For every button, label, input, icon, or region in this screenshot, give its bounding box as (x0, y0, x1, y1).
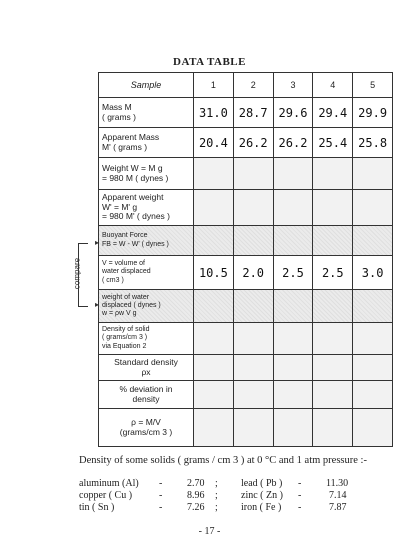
row-label: Standard density ρx (99, 355, 194, 381)
table-cell (353, 381, 393, 409)
table-cell: 25.8 (353, 128, 393, 158)
table-cell: 20.4 (194, 128, 234, 158)
compare-label: compare (72, 257, 82, 290)
table-cell (233, 381, 273, 409)
solid-density: 7.26 (187, 502, 205, 513)
table-cell (273, 381, 313, 409)
table-cell: 3.0 (353, 256, 393, 290)
page-number: - 17 - (198, 526, 221, 537)
row-label: Weight W = M g = 980 M ( dynes ) (99, 158, 194, 190)
table-cell (313, 158, 353, 190)
table-cell (313, 381, 353, 409)
density-heading: Density of some solids ( grams / cm 3 ) at 0 °C and 1 atm pressure :- (79, 455, 367, 466)
list-item (79, 490, 399, 502)
table-cell: 2.5 (313, 256, 353, 290)
table-cell (194, 190, 234, 226)
row-label: Density of solid ( grams/cm 3 ) via Equation 2 (99, 323, 194, 355)
table-cell: 28.7 (233, 98, 273, 128)
column-header: 5 (353, 73, 393, 98)
solid-density: 8.96 (187, 490, 205, 501)
row-label: Mass M ( grams ) (99, 98, 194, 128)
table-cell: 10.5 (194, 256, 234, 290)
table-cell (353, 409, 393, 447)
table-cell (194, 381, 234, 409)
table-header-row (99, 73, 393, 98)
compare-bracket (72, 238, 99, 309)
table-cell (273, 226, 313, 256)
column-header: 4 (313, 73, 353, 98)
table-cell: 31.0 (194, 98, 234, 128)
separator: ; (215, 490, 218, 501)
table-cell (273, 290, 313, 323)
table-cell (273, 158, 313, 190)
solid-name: zinc ( Zn ) (241, 490, 283, 501)
table-cell (194, 290, 234, 323)
density-list (79, 478, 399, 514)
table-row-density-solid (99, 323, 393, 355)
table-cell (233, 409, 273, 447)
table-row-apparent-weight (99, 190, 393, 226)
column-header: 2 (233, 73, 273, 98)
table-row-water-weight (99, 290, 393, 323)
row-label: % deviation in density (99, 381, 194, 409)
row-label: weight of water displaced ( dynes ) w = ρw V g (99, 290, 194, 323)
table-row-rho (99, 409, 393, 447)
table-cell (233, 323, 273, 355)
solid-name: tin ( Sn ) (79, 502, 115, 513)
dash: - (159, 478, 163, 489)
separator: ; (215, 502, 218, 513)
data-table (98, 72, 393, 447)
table-cell: 25.4 (313, 128, 353, 158)
list-item (79, 478, 399, 490)
table-cell (273, 409, 313, 447)
table-cell (233, 158, 273, 190)
list-item (79, 502, 399, 514)
table-cell: 2.0 (233, 256, 273, 290)
row-label: ρ = M/V (grams/cm 3 ) (99, 409, 194, 447)
table-cell (313, 355, 353, 381)
table-cell: 26.2 (233, 128, 273, 158)
table-row-mass (99, 98, 393, 128)
table-cell: 2.5 (273, 256, 313, 290)
dash: - (298, 478, 302, 489)
table-row-apparent-mass (99, 128, 393, 158)
row-label: Apparent weight W' = M' g = 980 M' ( dynes ) (99, 190, 194, 226)
table-cell: 26.2 (273, 128, 313, 158)
table-cell: 29.9 (353, 98, 393, 128)
table-row-weight (99, 158, 393, 190)
table-cell (353, 290, 393, 323)
separator: ; (215, 478, 218, 489)
arrow-right-icon: ▸ (94, 238, 99, 247)
table-cell (194, 355, 234, 381)
dash: - (298, 490, 302, 501)
sample-header: Sample (99, 73, 194, 98)
table-cell (233, 355, 273, 381)
column-header: 1 (194, 73, 234, 98)
table-cell: 29.4 (313, 98, 353, 128)
table-row-buoyant-force (99, 226, 393, 256)
table-cell (353, 355, 393, 381)
table-cell (273, 355, 313, 381)
table-row-standard-density (99, 355, 393, 381)
table-row-volume (99, 256, 393, 290)
table-cell (313, 290, 353, 323)
table-cell: 29.6 (273, 98, 313, 128)
table-cell (353, 190, 393, 226)
solid-name: aluminum (Al) (79, 478, 139, 489)
table-cell (233, 190, 273, 226)
table-cell (353, 323, 393, 355)
column-header: 3 (273, 73, 313, 98)
dash: - (159, 490, 163, 501)
table-row-deviation (99, 381, 393, 409)
table-cell (313, 323, 353, 355)
table-cell (273, 323, 313, 355)
table-cell (194, 226, 234, 256)
solid-name: iron ( Fe ) (241, 502, 282, 513)
table-cell (313, 190, 353, 226)
table-cell (194, 158, 234, 190)
dash: - (159, 502, 163, 513)
solid-name: lead ( Pb ) (241, 478, 283, 489)
page-title: DATA TABLE (173, 56, 246, 68)
table-cell (233, 226, 273, 256)
solid-density: 7.87 (329, 502, 347, 513)
row-label: V = volume of water displaced ( cm3 ) (99, 256, 194, 290)
solid-density: 7.14 (329, 490, 347, 501)
arrow-right-icon: ▸ (94, 300, 99, 309)
table-cell (233, 290, 273, 323)
solid-name: copper ( Cu ) (79, 490, 133, 501)
dash: - (298, 502, 302, 513)
table-cell (273, 190, 313, 226)
table-cell (353, 226, 393, 256)
table-cell (194, 323, 234, 355)
table-cell (313, 226, 353, 256)
row-label: Apparent Mass M' ( grams ) (99, 128, 194, 158)
row-label: Buoyant Force FB = W - W' ( dynes ) (99, 226, 194, 256)
solid-density: 2.70 (187, 478, 205, 489)
table-cell (353, 158, 393, 190)
table-cell (313, 409, 353, 447)
solid-density: 11.30 (326, 478, 349, 489)
table-cell (194, 409, 234, 447)
